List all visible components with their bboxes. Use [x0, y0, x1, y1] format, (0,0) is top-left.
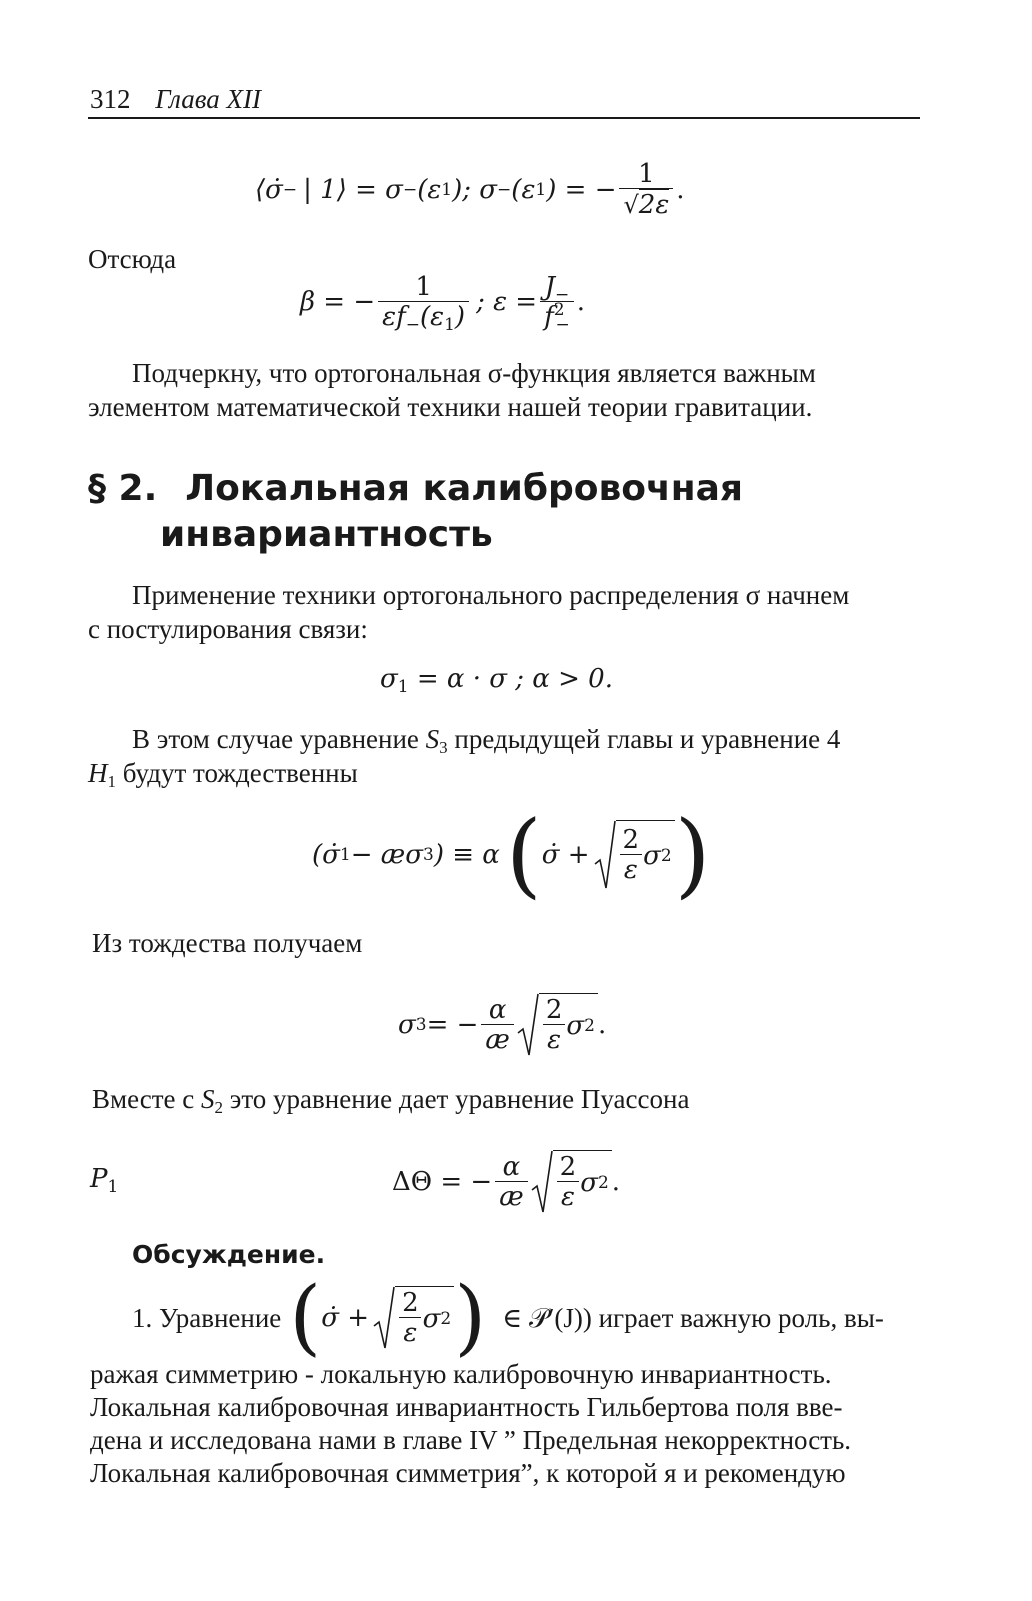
eq5-sig: σ	[566, 1010, 585, 1041]
section-line1	[88, 466, 743, 512]
eq4-den: ε	[620, 854, 642, 885]
eq4-sig: σ	[643, 840, 661, 871]
equation-2	[300, 262, 585, 342]
eq2-den-f: εf	[382, 301, 406, 332]
para3-S: S	[425, 724, 440, 754]
paragraph-1-cont	[88, 390, 812, 424]
eq1-close2: ) = −	[546, 175, 617, 205]
eq1-end: .	[676, 175, 685, 205]
equation-5: σ 3 = − $\frac{\alpha}{æ}$ $\frac{2}{\varepsilon}$ σ 2 .	[398, 994, 607, 1055]
eq5-end: .	[598, 1010, 607, 1040]
page-number: 312	[90, 84, 131, 114]
equation-4: (σ̇ 1 − æσ 3 ) ≡ α ( σ̇ + $\frac{2}{\varepsilon}$ σ 2 )	[312, 801, 711, 908]
para1-line1: Подчеркну, что ортогональная σ-функция является важным	[132, 358, 816, 388]
paragraph-2: Применение техники ортогонального распределения σ начнем	[132, 580, 850, 610]
paragraph-1	[132, 356, 816, 390]
eq2-den2: f	[544, 301, 554, 332]
item1-rnum: 2	[402, 1288, 419, 1318]
eq3-lhs: σ	[380, 664, 398, 694]
eq6-sig: σ	[580, 1167, 598, 1198]
eq2-fraction-2: $\frac{J_-}{f^2_-}$	[540, 273, 574, 332]
eq2-sep: ; ε =	[476, 287, 538, 317]
eq1-part: | 1⟩ = σ	[303, 175, 403, 205]
eq5-num: α	[488, 994, 507, 1025]
item1-rden: ε	[399, 1317, 421, 1348]
paragraph-2-cont: с постулирования связи:	[88, 614, 368, 644]
discussion-heading: Обсуждение.	[132, 1240, 326, 1269]
para5-S: S	[201, 1084, 215, 1114]
eq5-fraction	[481, 996, 513, 1055]
para6-line1: ражая симметрию - локальную калибровочную инвариантность.	[90, 1359, 832, 1389]
eq6-rden: ε	[557, 1181, 579, 1212]
item1-lead: 1. Уравнение	[132, 1303, 282, 1333]
eq2-den-arg: (ε	[419, 301, 445, 332]
running-header	[90, 82, 261, 116]
eq5-radical: $\frac{2}{\varepsilon}$ σ 2	[517, 993, 598, 1057]
para5-sub: 2	[214, 1098, 224, 1117]
chapter-title: Глава XII	[155, 84, 262, 114]
eq4-rhs: ) ≡ α	[433, 840, 500, 870]
para3-a: В этом случае уравнение	[132, 724, 426, 754]
eq4-sigma-dot: σ̇ +	[541, 840, 590, 870]
eq6-end: .	[611, 1167, 621, 1197]
eq4-lhs: (σ̇	[312, 840, 340, 870]
equation-6	[392, 1142, 620, 1222]
eq5-eq: = −	[426, 1010, 479, 1040]
para3-b: предыдущей главы и уравнение 4	[447, 724, 841, 754]
eq6-num: α	[502, 1151, 521, 1182]
eq1-bra: ⟨σ̇	[255, 175, 283, 205]
eq5-den: æ	[481, 1024, 513, 1055]
item1-sigma-dot: σ̇ +	[321, 1303, 370, 1333]
para5-b: это уравнение дает уравнение Пуассона	[223, 1084, 690, 1114]
eq5-rnum: 2	[545, 995, 563, 1025]
eq2-num: 1	[415, 271, 432, 302]
para3-c: будут тождественны	[116, 758, 358, 788]
eq1-arg2: (ε	[511, 175, 536, 205]
eq1-fraction: 1 √ 2ε	[619, 160, 673, 220]
eq2-end: .	[576, 287, 586, 317]
equation-3	[380, 664, 613, 697]
eq4-radical: $\frac{2}{\varepsilon}$ σ 2	[594, 820, 675, 890]
section-title-2: инвариантность	[160, 514, 493, 555]
eq2-fraction-1: $\frac{1}{\varepsilon f_-(\varepsilon_1)}$	[378, 273, 469, 332]
eq4-mid: − æσ	[350, 840, 423, 870]
eq6-label	[90, 1164, 119, 1197]
eq5-rden: ε	[543, 1024, 565, 1055]
item1-tail: ∈ 𝒫′(J)) играет важную роль, вы-	[502, 1303, 884, 1333]
paragraph-3	[132, 722, 840, 756]
eq6-radical: $\frac{2}{\varepsilon}$ σ 2	[531, 1150, 612, 1214]
para3-H: H	[88, 758, 108, 788]
section-heading	[88, 466, 743, 558]
para3-S-sub: 3	[439, 738, 448, 757]
item1-sig: σ	[422, 1303, 441, 1334]
eq2-beta: β = −	[300, 287, 376, 317]
header-rule	[88, 117, 920, 119]
eq2-den-close: )	[454, 301, 466, 332]
eq1-close1: ); σ	[452, 175, 498, 205]
eq6-label-P: P	[90, 1164, 108, 1194]
eq1-num: 1	[638, 159, 655, 189]
item1-radical: $\frac{2}{\varepsilon}$ σ 2	[373, 1286, 454, 1350]
para3-H-sub: 1	[107, 772, 116, 791]
eq1-arg1: (ε	[417, 175, 442, 205]
section-number: § 2.	[88, 468, 158, 509]
eq6-lhs: ΔΘ = −	[392, 1167, 493, 1197]
eq3-rhs: = α · σ ; α > 0.	[408, 664, 613, 694]
eq6-den: æ	[495, 1181, 527, 1212]
section-title-1: Локальная калибровочная	[185, 468, 744, 509]
eq4-num: 2	[622, 825, 640, 855]
eq6-rnum: 2	[559, 1152, 577, 1182]
para5-a: Вместе с	[92, 1084, 202, 1114]
paragraph-4: Из тождества получаем	[92, 928, 363, 958]
eq2-den-sub: 1	[444, 314, 455, 335]
eq2-num2: J	[544, 271, 556, 302]
para6-line2: Локальная калибровочная инвариантность Гильбертова поля вве-	[90, 1392, 843, 1422]
eq1-den: 2ε	[638, 190, 670, 220]
para6-line3: дена и исследована нами в главе IV ” Предельная некорректность.	[90, 1425, 852, 1455]
otsyuda-label: Отсюда	[88, 244, 177, 274]
para1-line2: элементом математической техники нашей теории гравитации.	[88, 392, 813, 422]
para6-line4: Локальная калибровочная симметрия”, к которой я и рекомендую	[90, 1458, 846, 1488]
eq6-fraction	[495, 1153, 527, 1212]
equation-1: ⟨σ̇ − | 1⟩ = σ − (ε 1 ); σ − (ε 1 ) = − 1 √ 2ε .	[255, 159, 685, 220]
eq6-label-sub: 1	[107, 1177, 119, 1197]
paragraph-5	[92, 1082, 689, 1116]
paragraph-3-cont	[88, 756, 358, 790]
item-1: 1. Уравнение ( σ̇ + $\frac{2}{\varepsilon}$ σ 2 ) ∈ 𝒫′(J)) играет важную роль, вы-	[132, 1270, 884, 1365]
eq3-sub: 1	[397, 677, 409, 697]
eq5-lhs: σ	[398, 1010, 416, 1040]
paragraph-6	[90, 1358, 851, 1490]
